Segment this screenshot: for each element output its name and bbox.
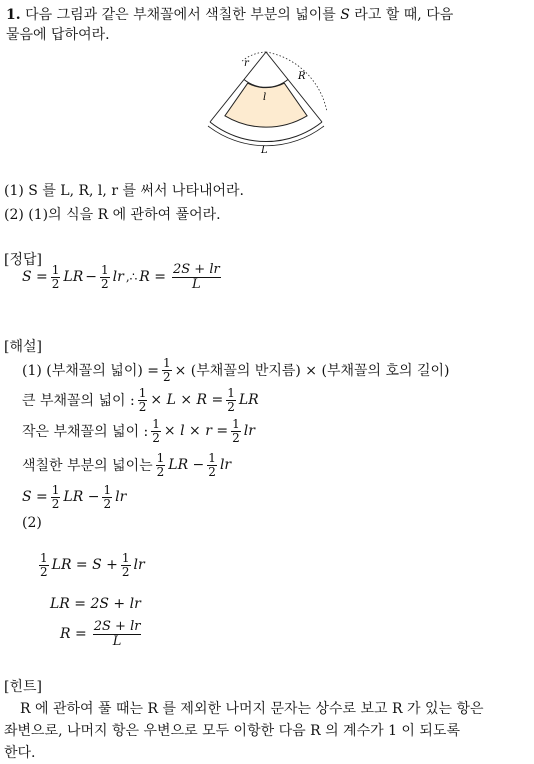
question-1: (1) S 를 L, R, l, r 를 써서 나타내어라.	[4, 183, 244, 199]
shaded-region	[225, 83, 307, 127]
expl-line-2: 큰 부채꼴의 넓이 : $\frac{1}{2}$ × L × R = $\frac{1}{2}$ LR	[22, 386, 259, 414]
problem-line-2: 물음에 답하여라.	[6, 27, 110, 43]
expl-line-4: 색칠한 부분의 넓이는 $\frac{1}{2}$ LR − $\frac{1}{2}$ lr	[22, 451, 232, 479]
ans-half-1: $\frac{1}{2}$	[51, 263, 60, 291]
hint-line-3: 한다.	[4, 745, 36, 761]
length-L-arc	[208, 126, 324, 146]
sector-figure	[200, 46, 336, 160]
label-r: r	[244, 58, 249, 69]
hint-heading: [힌트]	[4, 679, 42, 695]
expl-line-3: 작은 부채꼴의 넓이 : $\frac{1}{2}$ × l × r = $\frac{1}{2}$ lr	[22, 417, 255, 445]
expl-eq-2: LR = 2S + lr	[50, 596, 141, 612]
question-2: (2) (1)의 식을 R 에 관하여 풀어라.	[4, 207, 221, 223]
problem-var-s: S	[340, 7, 350, 23]
problem-text: 다음 그림과 같은 부채꼴에서 색칠한 부분의 넓이를	[25, 7, 336, 23]
ans-fraction: $\frac{2S + lr}{L}$	[173, 262, 220, 292]
expl-line-6: (2)	[22, 515, 42, 531]
label-R: R	[298, 71, 306, 82]
expl-line-5: S = $\frac{1}{2}$ LR − $\frac{1}{2}$ lr	[22, 483, 127, 511]
problem-text-b: 라고 할 때, 다음	[354, 7, 454, 23]
answer-heading: [정답]	[4, 252, 42, 268]
label-L: L	[261, 145, 268, 156]
hint-line-2: 좌변으로, 나머지 항은 우변으로 모두 이항한 다음 R 의 계수가 1 이 되도록	[4, 723, 460, 739]
problem-line-1	[6, 4, 453, 24]
ans-lhs: S =	[22, 269, 48, 286]
hint-line-1: R 에 관하여 풀 때는 R 를 제외한 나머지 문자는 상수로 보고 R 가 있는 항은	[20, 701, 484, 717]
problem-number: 1.	[6, 7, 21, 23]
expl-line-1: (1) (부채꼴의 넓이) = $\frac{1}{2}$ × (부채꼴의 반지름) × (부채꼴의 호의 길이)	[22, 356, 450, 384]
explanation-heading: [해설]	[4, 339, 42, 355]
expl-eq-1: $\frac{1}{2}$ LR = S + $\frac{1}{2}$ lr	[40, 551, 145, 579]
expl-eq-3: R = $\frac{2S + lr}{L}$	[60, 619, 141, 649]
answer-line: S = $\frac{1}{2}$ LR − $\frac{1}{2}$ lr ,∴ R = $\frac{2S + lr}{L}$	[22, 262, 220, 292]
ans-half-2: $\frac{1}{2}$	[101, 263, 109, 291]
label-l: l	[263, 92, 267, 103]
